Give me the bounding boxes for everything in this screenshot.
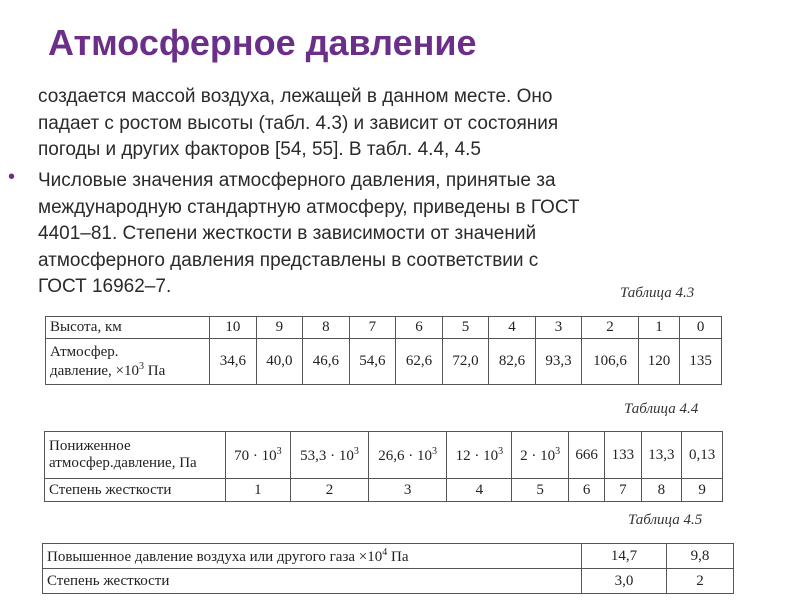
- page-title: Атмосферное давление: [48, 22, 477, 63]
- high-pressure-cell: 9,8: [667, 544, 734, 569]
- severity-label: Степень жесткости: [45, 479, 226, 502]
- severity-cell: 3: [369, 479, 447, 502]
- table-4-5: [42, 543, 734, 594]
- table-row: [46, 317, 722, 339]
- intro-line-2: падает с ростом высоты (табл. 4.3) и зависит от состояния: [38, 112, 559, 134]
- severity-cell: 1: [225, 479, 290, 502]
- pressure-cell: 93,3: [535, 339, 582, 385]
- low-pressure-cell: $12 \cdot 10^3$: [447, 432, 512, 479]
- low-pressure-label: [45, 432, 226, 479]
- table-4-3: [45, 316, 722, 385]
- pressure-label: [46, 339, 210, 385]
- pressure-cell: 120: [638, 339, 680, 385]
- severity-cell: 7: [605, 479, 641, 502]
- bullet-paragraph: [38, 168, 738, 301]
- low-pressure-cell: $2 \cdot 10^3$: [512, 432, 569, 479]
- pressure-cell: 54,6: [349, 339, 396, 385]
- high-severity-label: Степень жесткости: [43, 569, 582, 594]
- height-cell: 5: [442, 317, 489, 339]
- pressure-label-line-1: Атмосфер.: [50, 343, 119, 360]
- pressure-cell: 46,6: [303, 339, 350, 385]
- pressure-cell: 34,6: [210, 339, 257, 385]
- table-row: [43, 544, 734, 569]
- low-pressure-cell: 13,3: [641, 432, 682, 479]
- intro-line-1: создается массой воздуха, лежащей в данном месте. Оно: [38, 86, 553, 107]
- low-pressure-cell: 133: [605, 432, 641, 479]
- bullet-line-4: атмосферного давления представлены в соответствии с: [38, 249, 539, 271]
- height-cell: 3: [535, 317, 582, 339]
- table-4-5-caption: Таблица 4.5: [628, 512, 703, 528]
- bullet-line-2: международную стандартную атмосферу, приведены в ГОСТ: [38, 196, 580, 218]
- severity-cell: 8: [641, 479, 682, 502]
- pressure-cell: 40,0: [256, 339, 303, 385]
- table-4-4: [44, 431, 723, 502]
- severity-cell: 5: [512, 479, 569, 502]
- high-pressure-cell: 14,7: [582, 544, 667, 569]
- severity-cell: 6: [568, 479, 604, 502]
- bullet-line-1: Числовые значения атмосферного давления, принятые за: [38, 170, 556, 191]
- height-cell: 0: [680, 317, 722, 339]
- pressure-cell: 106,6: [582, 339, 638, 385]
- low-pressure-cell: $53,3 \cdot 10^3$: [290, 432, 368, 479]
- height-cell: 10: [210, 317, 257, 339]
- table-row: [46, 339, 722, 385]
- height-cell: 1: [638, 317, 680, 339]
- high-severity-cell: 2: [667, 569, 734, 594]
- bullet-line-3: 4401–81. Степени жесткости в зависимости от значений: [38, 223, 537, 244]
- height-cell: 4: [489, 317, 536, 339]
- low-pressure-label-line-2: атмосфер.давление, Па: [49, 455, 197, 471]
- pressure-cell: 82,6: [489, 339, 536, 385]
- low-pressure-label-line-1: Пониженное: [49, 438, 131, 454]
- bullet-line-5: ГОСТ 16962–7.: [38, 276, 172, 297]
- severity-cell: 9: [682, 479, 723, 502]
- pressure-label-line-2: давление, $\times 10^3$ Па: [50, 360, 166, 379]
- height-cell: 8: [303, 317, 350, 339]
- height-cell: 6: [396, 317, 443, 339]
- bullet-icon: •: [8, 166, 16, 188]
- high-pressure-label: Повышенное давление воздуха или другого газа $\times 10^4$ Па: [43, 544, 582, 569]
- table-row: [43, 569, 734, 594]
- low-pressure-cell: 666: [568, 432, 604, 479]
- severity-cell: 4: [447, 479, 512, 502]
- height-cell: 2: [582, 317, 638, 339]
- pressure-cell: 135: [680, 339, 722, 385]
- intro-paragraph: [38, 84, 738, 164]
- low-pressure-cell: $70 \cdot 10^3$: [225, 432, 290, 479]
- height-cell: 7: [349, 317, 396, 339]
- height-cell: 9: [256, 317, 303, 339]
- severity-cell: 2: [290, 479, 368, 502]
- height-label: Высота, км: [46, 317, 210, 339]
- low-pressure-cell: $26,6 \cdot 10^3$: [369, 432, 447, 479]
- high-severity-cell: 3,0: [582, 569, 667, 594]
- intro-line-3: погоды и других факторов [54, 55]. В табл. 4.4, 4.5: [38, 139, 481, 160]
- table-row: [45, 432, 723, 479]
- table-4-4-caption: Таблица 4.4: [624, 401, 699, 417]
- pressure-cell: 72,0: [442, 339, 489, 385]
- low-pressure-cell: 0,13: [682, 432, 723, 479]
- table-4-3-caption: Таблица 4.3: [620, 285, 695, 301]
- table-row: [45, 479, 723, 502]
- pressure-cell: 62,6: [396, 339, 443, 385]
